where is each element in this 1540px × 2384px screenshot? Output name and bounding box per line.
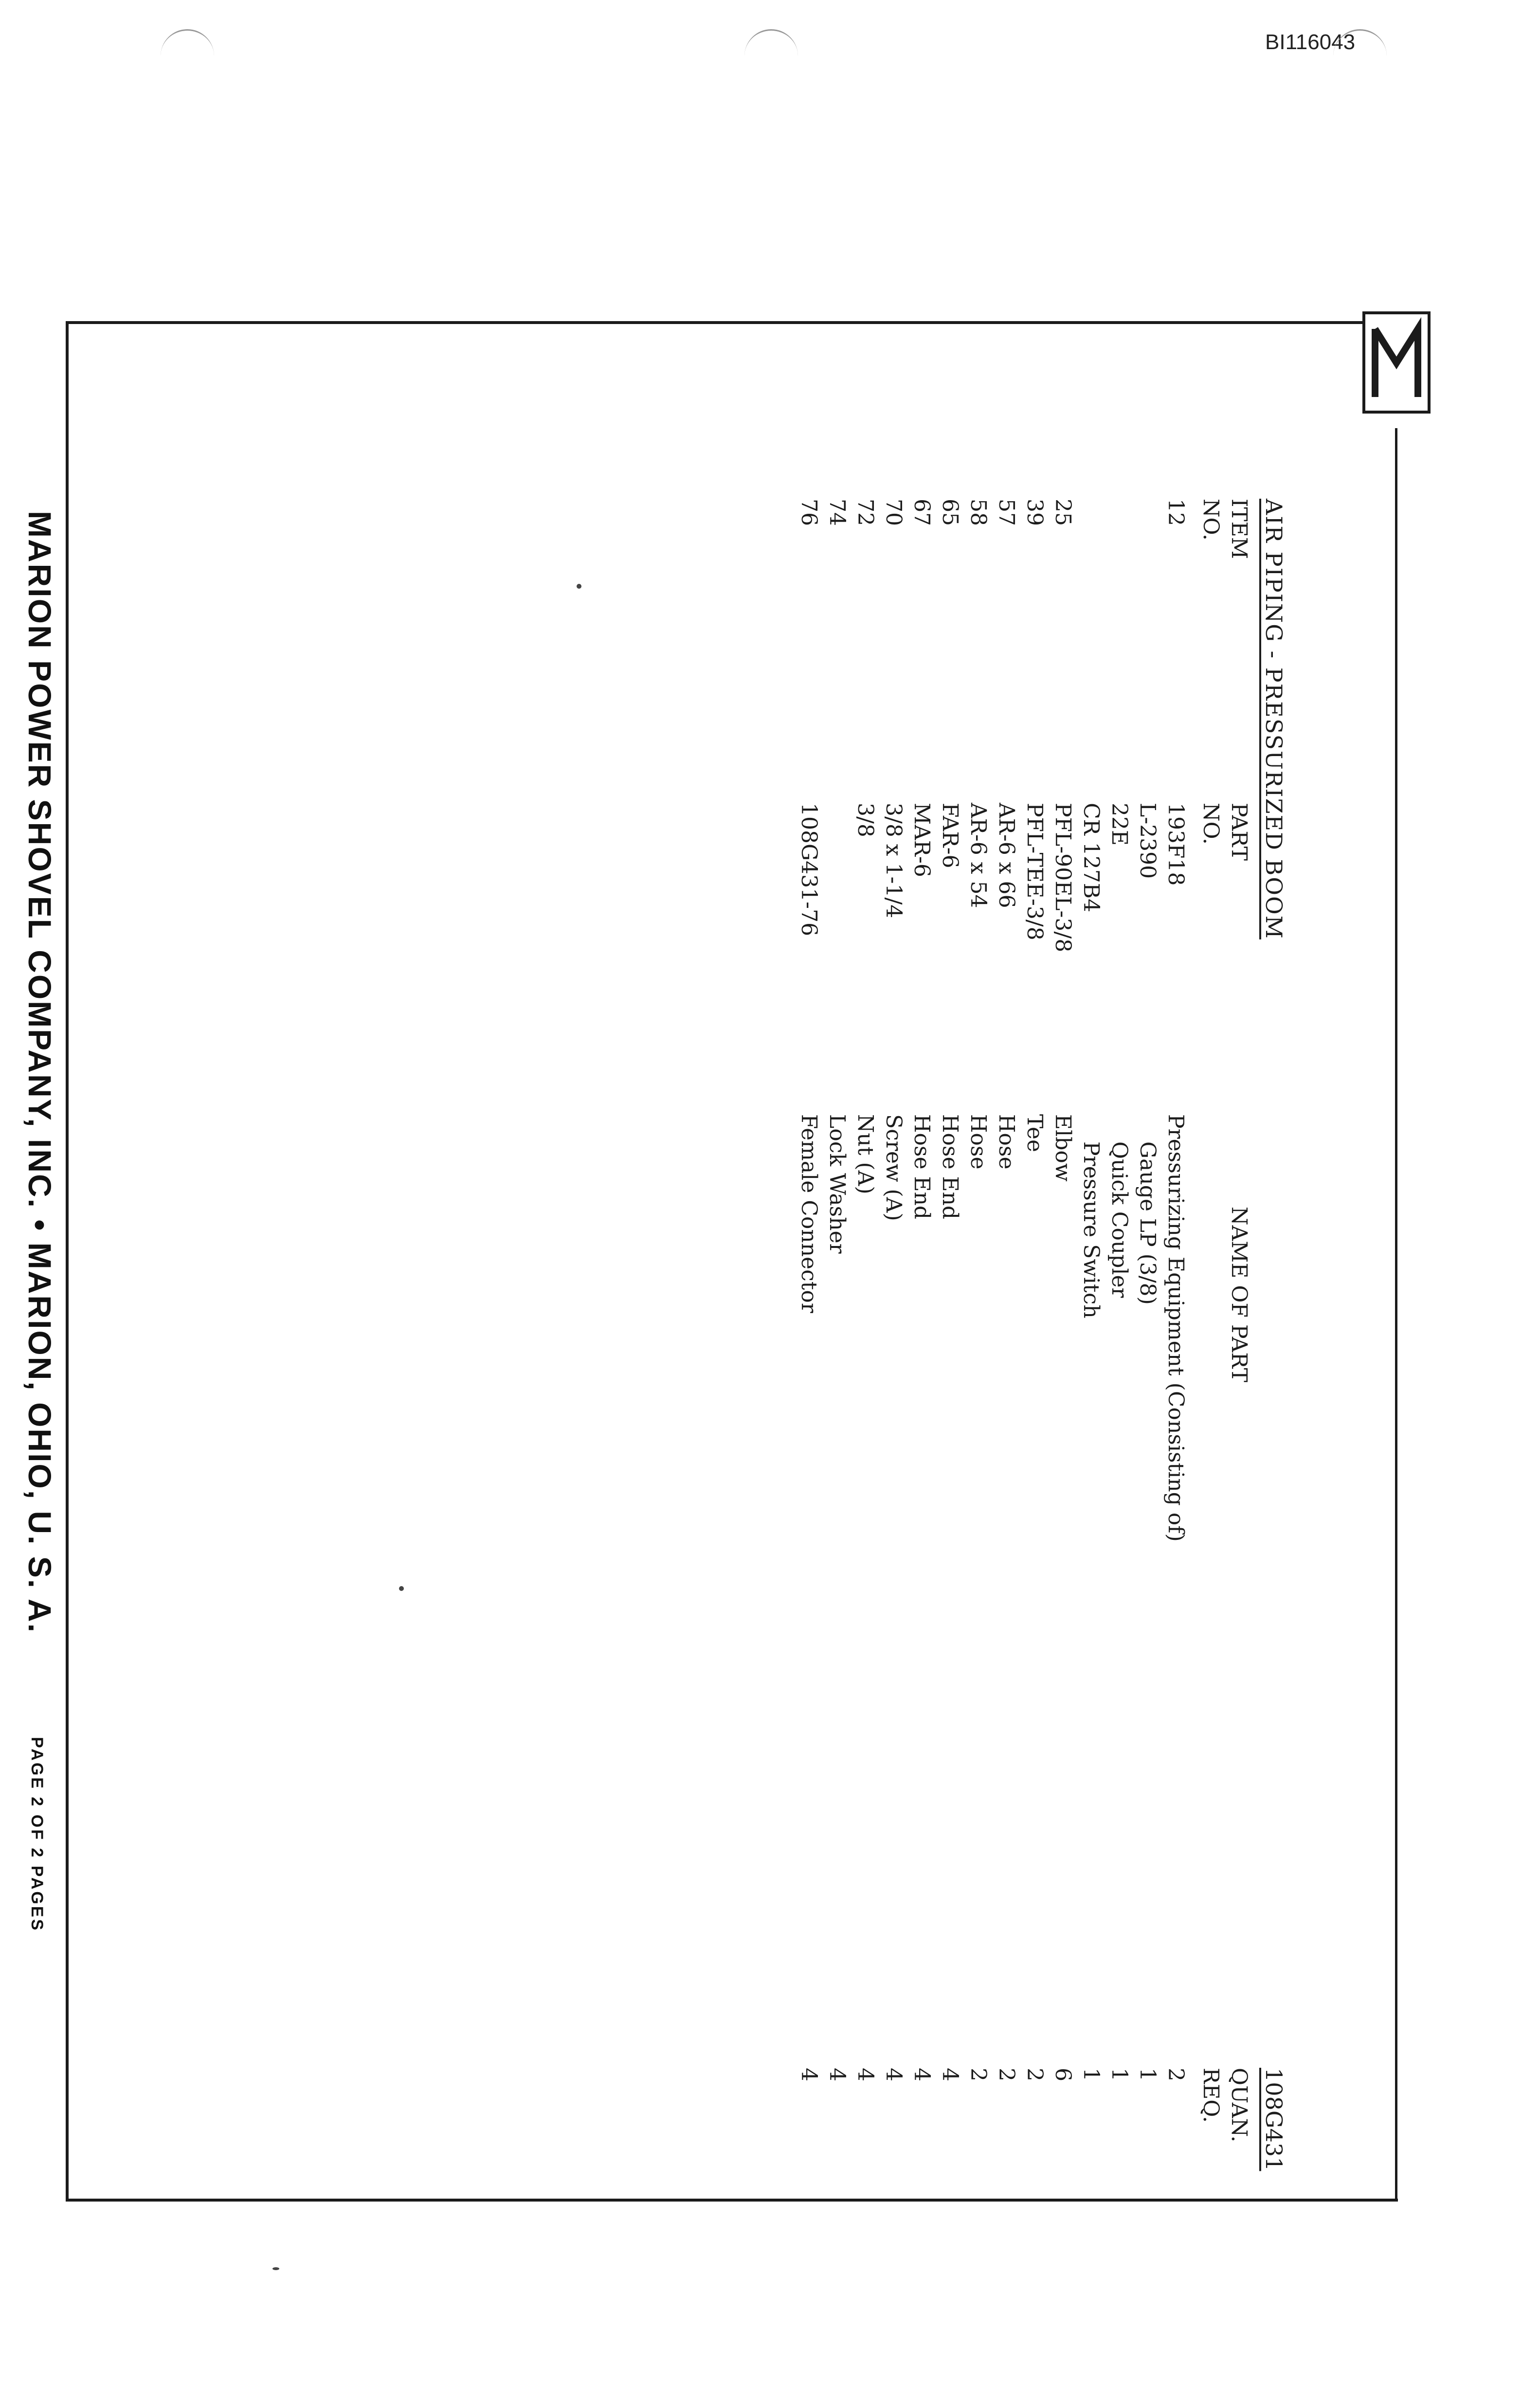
part-no bbox=[823, 803, 851, 1095]
part-name: Elbow bbox=[1051, 1114, 1075, 1182]
part-name: Hose End bbox=[938, 1114, 962, 1220]
item-no: 70 bbox=[881, 499, 906, 526]
part-no-header: PART NO. bbox=[1198, 803, 1251, 861]
quantity: 4 bbox=[825, 2068, 850, 2081]
item-no: 25 bbox=[1051, 499, 1075, 526]
quantity: 2 bbox=[994, 2068, 1019, 2081]
quantity: 2 bbox=[1022, 2068, 1047, 2081]
part-no: 108G431-76 bbox=[797, 803, 821, 936]
sheet-title: AIR PIPING - PRESSURIZED BOOM bbox=[1261, 499, 1287, 939]
part-no: 22E bbox=[1107, 803, 1132, 846]
quantity-header: QUAN. REQ. bbox=[1198, 2068, 1251, 2143]
item-no-header: ITEM NO. bbox=[1198, 499, 1251, 559]
part-name: Tee bbox=[1022, 1114, 1047, 1153]
item-no: 39 bbox=[1022, 499, 1047, 526]
part-name: Gauge LP (3/8) bbox=[1135, 1114, 1160, 1305]
part-name: Hose bbox=[994, 1114, 1019, 1170]
item-no: 65 bbox=[938, 499, 962, 526]
item-no: 76 bbox=[797, 499, 821, 526]
quantity: 4 bbox=[938, 2068, 962, 2081]
part-name: Pressure Switch bbox=[1079, 1114, 1104, 1318]
name-of-part-header: NAME OF PART bbox=[1227, 1207, 1251, 1383]
quantity: 2 bbox=[966, 2068, 991, 2081]
form-number: 108G431 bbox=[1261, 2068, 1287, 2171]
item-no: 12 bbox=[1163, 499, 1188, 526]
company-footer: MARION POWER SHOVEL COMPANY, INC. • MARION, OHIO, U. S. A. bbox=[22, 511, 58, 1634]
item-no bbox=[1105, 499, 1133, 567]
part-name: Hose bbox=[966, 1114, 991, 1170]
quantity: 1 bbox=[1079, 2068, 1104, 2081]
quantity: 1 bbox=[1135, 2068, 1160, 2081]
part-name: Quick Coupler bbox=[1107, 1114, 1132, 1298]
part-name: Screw (A) bbox=[881, 1114, 906, 1221]
part-name: Female Connector bbox=[797, 1114, 821, 1313]
item-no: 67 bbox=[909, 499, 934, 526]
part-no: 193F18 bbox=[1163, 803, 1188, 886]
quantity: 4 bbox=[881, 2068, 906, 2081]
part-no: L-2390 bbox=[1135, 803, 1160, 879]
item-no: 57 bbox=[994, 499, 1019, 526]
item-no: 72 bbox=[853, 499, 878, 526]
item-no bbox=[1133, 499, 1161, 567]
document-id: BI116043 bbox=[1265, 30, 1356, 54]
item-number-column bbox=[795, 499, 1190, 567]
part-no: MAR-6 bbox=[909, 803, 934, 877]
part-no: PFL-TEE-3/8 bbox=[1022, 803, 1047, 940]
page-number: PAGE 2 OF 2 PAGES bbox=[28, 1737, 46, 1932]
part-no: 3/8 x 1-1/4 bbox=[881, 803, 906, 919]
item-no: 58 bbox=[966, 499, 991, 526]
quantity: 2 bbox=[1163, 2068, 1188, 2081]
quantity: 4 bbox=[853, 2068, 878, 2081]
part-no: CR 127B4 bbox=[1079, 803, 1104, 913]
part-no: PFL-90EL-3/8 bbox=[1051, 803, 1075, 953]
part-no: FAR-6 bbox=[938, 803, 962, 868]
part-name: Lock Washer bbox=[825, 1114, 850, 1254]
part-name: Pressurizing Equipment (Consisting of) bbox=[1163, 1114, 1188, 1542]
part-no: AR-6 x 66 bbox=[994, 803, 1019, 908]
quantity-column bbox=[795, 2068, 1190, 2165]
item-no bbox=[1077, 499, 1105, 567]
part-name: Hose End bbox=[909, 1114, 934, 1220]
part-number-column bbox=[795, 803, 1190, 1095]
part-name-column bbox=[795, 1114, 1190, 1844]
part-no: 3/8 bbox=[853, 803, 878, 837]
item-no: 74 bbox=[825, 499, 850, 526]
quantity: 1 bbox=[1107, 2068, 1132, 2081]
part-name: Nut (A) bbox=[853, 1114, 878, 1194]
quantity: 4 bbox=[909, 2068, 934, 2081]
part-no: AR-6 x 54 bbox=[966, 803, 991, 908]
quantity: 6 bbox=[1051, 2068, 1075, 2081]
quantity: 4 bbox=[797, 2068, 821, 2081]
